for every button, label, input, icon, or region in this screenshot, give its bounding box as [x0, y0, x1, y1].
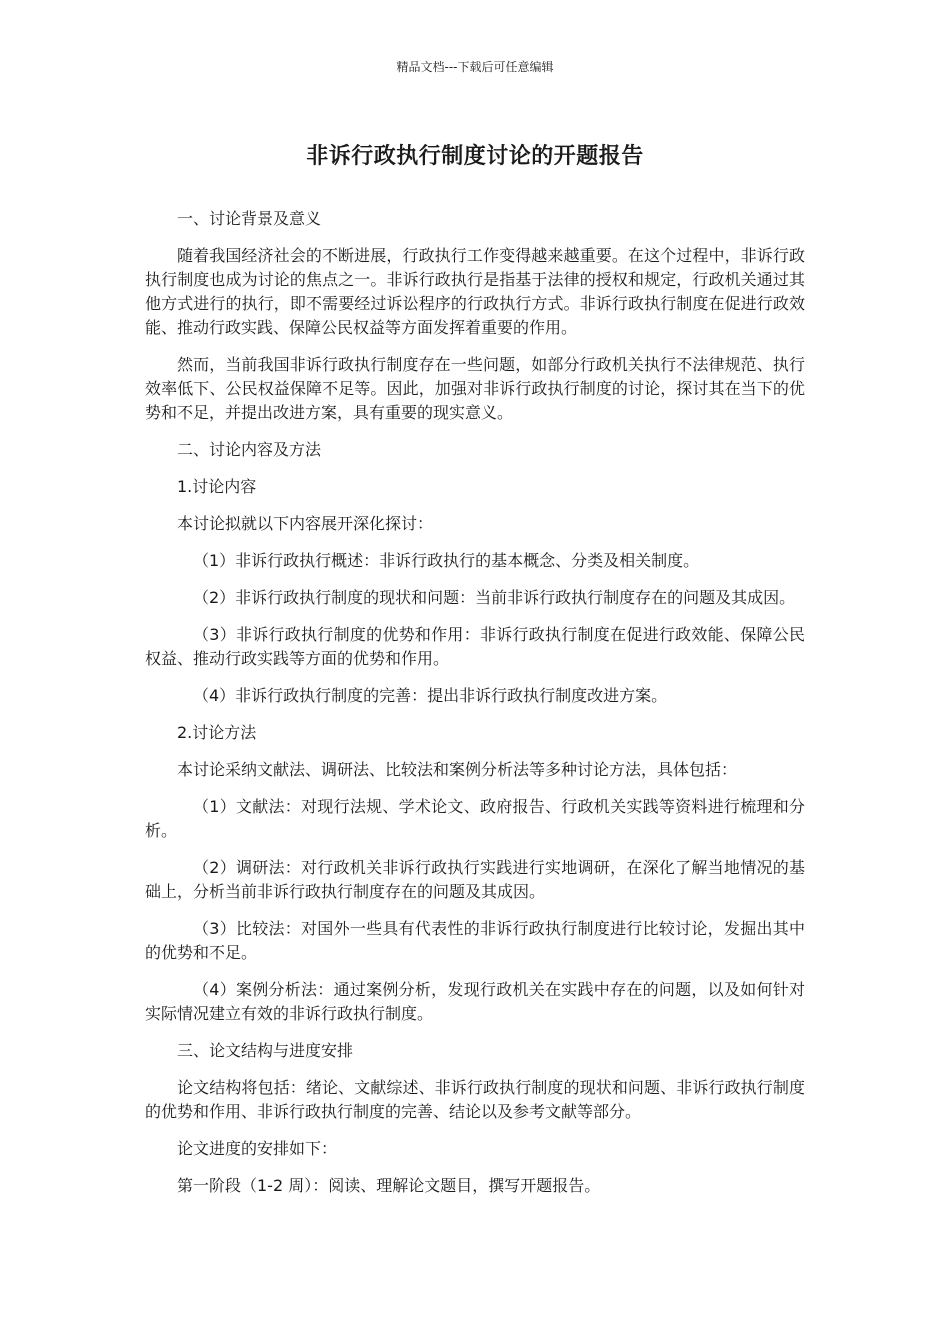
- method-item-2: （2）调研法：对行政机关非诉行政执行实践进行实地调研，在深化了解当地情况的基础上，分析当前非诉行政执行制度存在的问题及其成因。: [145, 858, 805, 901]
- content-item-1: （1）非诉行政执行概述：非诉行政执行的基本概念、分类及相关制度。: [193, 551, 700, 570]
- content-item-2: （2）非诉行政执行制度的现状和问题：当前非诉行政执行制度存在的问题及其成因。: [193, 588, 796, 607]
- paragraph-method-intro: 本讨论采纳文献法、调研法、比较法和案例分析法等多种讨论方法，具体包括：: [177, 760, 738, 779]
- method-item-3: （3）比较法：对国外一些具有代表性的非诉行政执行制度进行比较讨论，发掘出其中的优势和不足。: [145, 919, 805, 962]
- paragraph-structure: 论文结构将包括：绪论、文献综述、非诉行政执行制度的现状和问题、非诉行政执行制度的优势和作用、非诉行政执行制度的完善、结论以及参考文献等部分。: [145, 1078, 805, 1121]
- section-heading-structure: 三、论文结构与进度安排: [177, 1041, 354, 1060]
- document-title: 非诉行政执行制度讨论的开题报告: [306, 144, 644, 169]
- section-heading-background: 一、讨论背景及意义: [177, 209, 322, 228]
- document-body: [145, 207, 805, 1211]
- paragraph-significance: 然而，当前我国非诉行政执行制度存在一些问题，如部分行政机关执行不法律规范、执行效率低下、公民权益保障不足等。因此，加强对非诉行政执行制度的讨论，探讨其在当下的优势和不足，并提出改进方案，具有重要的现实意义。: [145, 355, 805, 422]
- paragraph-schedule-intro: 论文进度的安排如下：: [177, 1139, 338, 1158]
- method-item-4: （4）案例分析法：通过案例分析，发现行政机关在实践中存在的问题，以及如何针对实际情况建立有效的非诉行政执行制度。: [145, 980, 805, 1023]
- content-item-3: （3）非诉行政执行制度的优势和作用：非诉行政执行制度在促进行政效能、保障公民权益、推动行政实践等方面的优势和作用。: [145, 625, 805, 668]
- subheading-method: 2.讨论方法: [177, 723, 257, 742]
- paragraph-background: 随着我国经济社会的不断进展，行政执行工作变得越来越重要。在这个过程中，非诉行政执行制度也成为讨论的焦点之一。非诉行政执行是指基于法律的授权和规定，行政机关通过其他方式进行的执行，即不需要经过诉讼程序的行政执行方式。非诉行政执行制度在促进行政效能、推动行政实践、保障公民权益等方面发挥着重要的作用。: [145, 246, 805, 337]
- paragraph-content-intro: 本讨论拟就以下内容展开深化探讨：: [177, 514, 434, 533]
- method-item-1: （1）文献法：对现行法规、学术论文、政府报告、行政机关实践等资料进行梳理和分析。: [145, 797, 805, 840]
- paragraph-schedule-stage-1: 第一阶段（1-2 周）：阅读、理解论文题目，撰写开题报告。: [177, 1176, 601, 1195]
- page-header-note: 精品文档---下载后可任意编辑: [396, 60, 554, 74]
- section-heading-content-method: 二、讨论内容及方法: [177, 440, 322, 459]
- content-item-4: （4）非诉行政执行制度的完善：提出非诉行政执行制度改进方案。: [193, 686, 668, 705]
- subheading-content: 1.讨论内容: [177, 477, 257, 496]
